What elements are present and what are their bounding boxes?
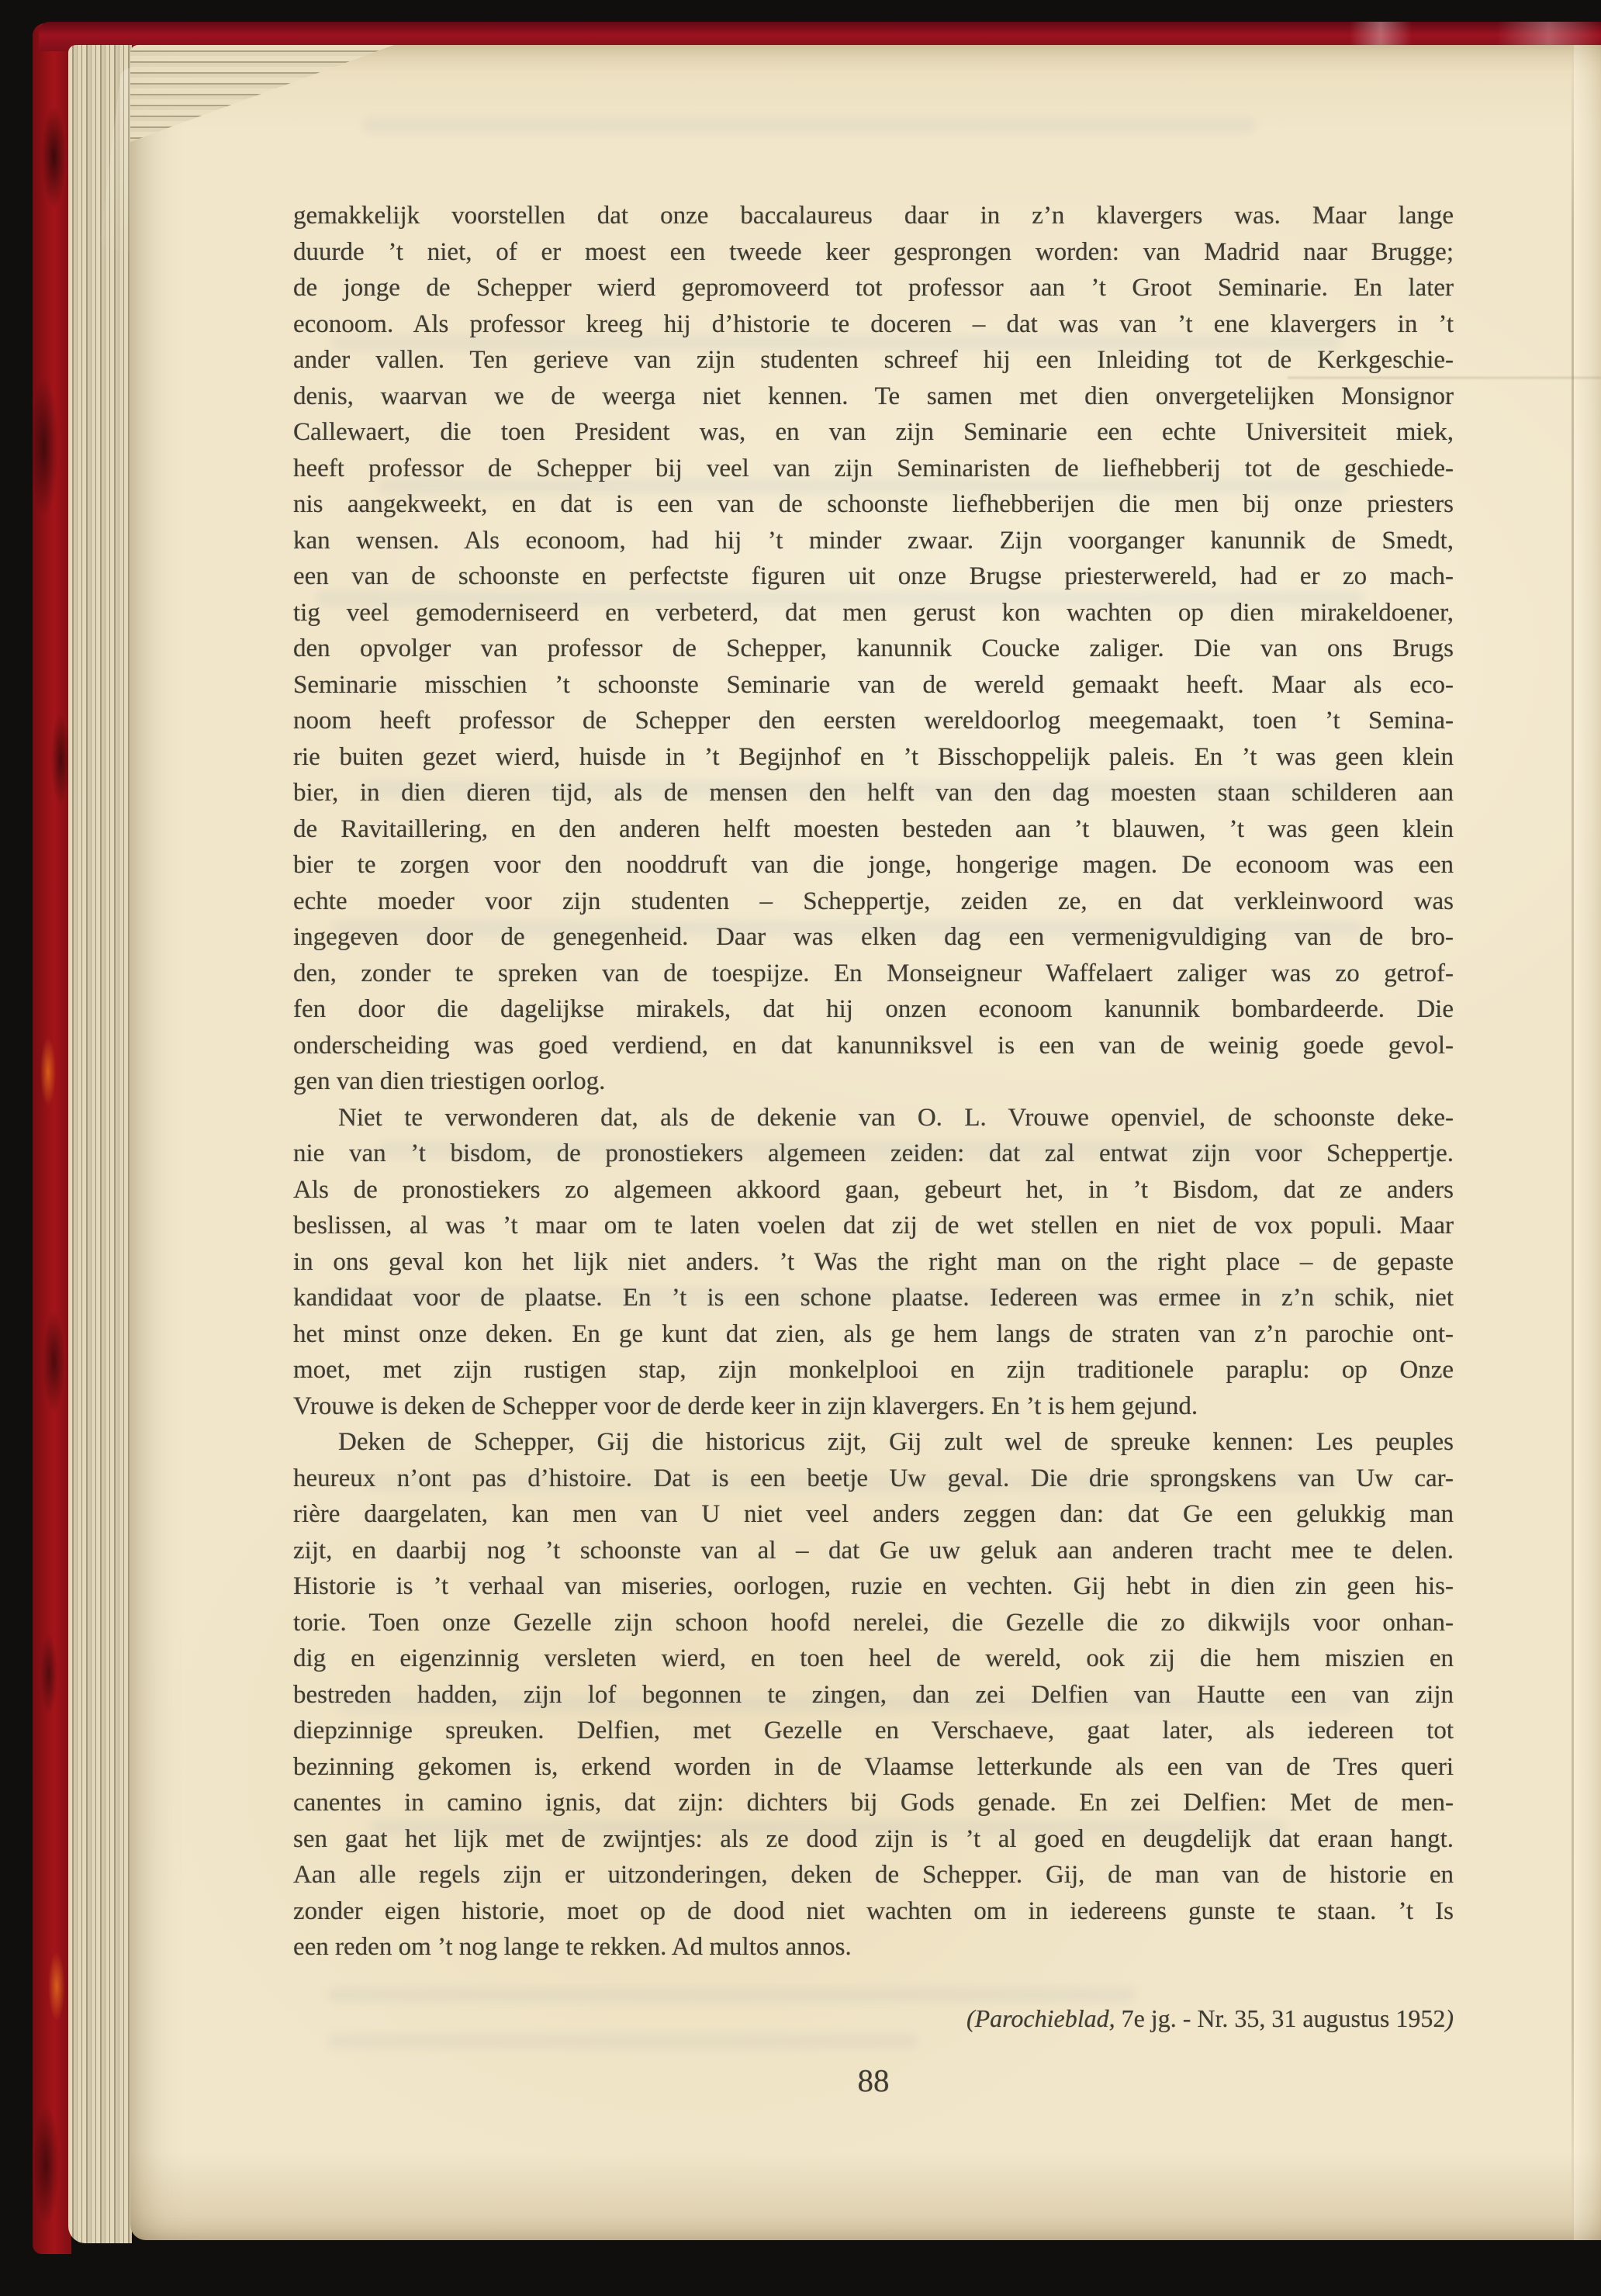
text-line: Callewaert, die toen President was, en van zijn Seminarie een echte Universiteit miek, — [293, 418, 1454, 446]
bleedthrough-mark — [328, 1988, 1135, 2001]
text-line: de jonge de Schepper wierd gepromoveerd tot professor aan ’t Groot Seminarie. En later — [293, 274, 1454, 302]
text-line: bezinning gekomen is, erkend worden in de Vlaamse letterkunde als een van de Tres queri — [293, 1752, 1454, 1781]
text-line: gemakkelijk voorstellen dat onze baccalaureus daar in z’n klavergers was. Maar lange — [293, 202, 1454, 230]
text-line: Als de pronostiekers zo algemeen akkoord gaan, gebeurt het, in ’t Bisdom, dat ze anders — [293, 1175, 1454, 1204]
text-line: canentes in camino ignis, dat zijn: dichters bij Gods genade. En zei Delfien: Met de men- — [293, 1789, 1454, 1817]
text-line: bestreden hadden, zijn lof begonnen te zingen, dan zei Delfien van Hautte een van zijn — [293, 1680, 1454, 1709]
text-line: sen gaat het lijk met de zwijntjes: als ze dood zijn is ’t al goed en deugdelijk dat eraan hangt. — [293, 1824, 1454, 1853]
text-line: Aan alle regels zijn er uitzonderingen, deken de Schepper. Gij, de man van de historie en — [293, 1861, 1454, 1889]
text-line: het minst onze deken. En ge kunt dat zien, als ge hem langs de straten van z’n parochie ont- — [293, 1319, 1454, 1348]
text-line: den, zonder te spreken van de toespijze. En Monseigneur Waffelaert zaliger was zo getrof- — [293, 959, 1454, 987]
text-line: een van de schoonste en perfectste figuren uit onze Brugse priesterwereld, had er zo mach- — [293, 562, 1454, 590]
text-line: heureux n’ont pas d’histoire. Dat is een beetje Uw geval. Die drie sprongskens van Uw car- — [293, 1464, 1454, 1492]
text-line: heeft professor de Schepper bij veel van zijn Seminaristen de liefhebberij tot de geschiede- — [293, 454, 1454, 482]
citation-source: (Parochieblad, — [966, 2004, 1115, 2032]
page-stack-edges — [68, 45, 132, 2243]
text-line: een reden om ’t nog lange te rekken. Ad multos annos. — [293, 1933, 852, 1961]
bleedthrough-mark — [328, 2035, 918, 2048]
text-line: tig veel gemoderniseerd en verbeterd, dat men gerust kon wachten op dien mirakeldoener, — [293, 598, 1454, 627]
text-line: nie van ’t bisdom, de pronostiekers algemeen zeiden: dat zal entwat zijn voor Scheppertje. — [293, 1139, 1454, 1167]
text-line: gen van dien triestigen oorlog. — [293, 1067, 606, 1095]
citation-details: 7e jg. - Nr. 35, 31 augustus 1952 — [1115, 2004, 1446, 2032]
book-cover-left-edge — [33, 23, 71, 2254]
text-line: nis aangekweekt, en dat is een van de schoonste liefhebberijen die men bij onze priesters — [293, 490, 1454, 518]
text-line: beslissen, al was ’t maar om te laten voelen dat zij de wet stellen en niet de vox populi. Maar — [293, 1212, 1454, 1240]
text-line: rie buiten gezet wierd, huisde in ’t Begijnhof en ’t Bisschoppelijk paleis. En ’t was geen klein — [293, 742, 1454, 771]
text-line: Niet te verwonderen dat, als de dekenie van O. L. Vrouwe openviel, de schoonste deke- — [338, 1103, 1454, 1132]
body-text — [293, 198, 1454, 1966]
text-line: denis, waarvan we de weerga niet kennen. Te samen met dien onvergetelijken Monsignor — [293, 382, 1454, 410]
text-line: diepzinnige spreuken. Delfien, met Gezelle en Verschaeve, gaat later, als iedereen tot — [293, 1717, 1454, 1744]
text-line: zonder eigen historie, moet op de dood niet wachten om in iedereens gunste te staan. ’t Is — [293, 1897, 1454, 1925]
text-line: rière daargelaten, kan men van U niet veel anders zeggen dan: dat Ge een gelukkig man — [293, 1500, 1454, 1528]
text-line: econoom. Als professor kreeg hij d’historie te doceren – dat was van ’t ene klavergers in ’t — [293, 309, 1454, 338]
citation-line — [293, 2003, 1454, 2034]
text-line: torie. Toen onze Gezelle zijn schoon hoofd nerelei, die Gezelle die zo dikwijls voor onhan- — [293, 1608, 1454, 1637]
text-line: ander vallen. Ten gerieve van zijn studenten schreef hij een Inleiding tot de Kerkgeschie- — [293, 346, 1454, 374]
text-line: Deken de Schepper, Gij die historicus zijt, Gij zult wel de spreuke kennen: Les peuples — [338, 1428, 1454, 1456]
text-line: dig en eigenzinnig versleten wierd, en toen heel de wereld, ook zij die hem miszien en — [293, 1644, 1454, 1672]
page-number: 88 — [857, 2063, 890, 2098]
text-line: ingegeven door de genegenheid. Daar was elken dag een vermenigvuldiging van de bro- — [293, 923, 1454, 951]
text-line: onderscheiding was goed verdiend, en dat kanunniksvel is een van de weinig goede gevol- — [293, 1031, 1454, 1060]
text-line: fen door die dagelijkse mirakels, dat hij onzen econoom kanunnik bombardeerde. Die — [293, 995, 1454, 1023]
text-line: den opvolger van professor de Schepper, kanunnik Coucke zaliger. Die van ons Brugs — [293, 635, 1454, 662]
text-line: kan wensen. Als econoom, had hij ’t minder zwaar. Zijn voorganger kanunnik de Smedt, — [293, 526, 1454, 555]
text-line: noom heeft professor de Schepper den eersten wereldoorlog meegemaakt, toen ’t Semina- — [293, 707, 1454, 735]
text-line: zijt, en daarbij nog ’t schoonste van al – dat Ge uw geluk aan anderen tracht mee te delen. — [293, 1536, 1454, 1565]
text-line: Historie is ’t verhaal van miseries, oorlogen, ruzie en vechten. Gij hebt in dien zin geen his- — [293, 1572, 1454, 1600]
text-line: Seminarie misschien ’t schoonste Seminarie van de wereld gemaakt heeft. Maar als eco- — [293, 670, 1454, 699]
citation-close: ) — [1445, 2004, 1454, 2032]
text-line: bier, in dien dieren tijd, als de mensen den helft van den dag moesten staan schilderen aan — [293, 779, 1454, 807]
text-line: Vrouwe is deken de Schepper voor de derde keer in zijn klavergers. En ’t is hem gejund. — [293, 1392, 1198, 1420]
text-line: bier te zorgen voor den nooddruft van die jonge, hongerige magen. De econoom was een — [293, 851, 1454, 879]
text-line: de Ravitaillering, en den anderen helft moesten besteden aan ’t blauwen, ’t was geen klein — [293, 814, 1454, 843]
text-line: duurde ’t niet, of er moest een tweede keer gesprongen worden: van Madrid naar Brugge; — [293, 237, 1454, 266]
text-line: moet, met zijn rustigen stap, zijn monkelplooi en zijn traditionele paraplu: op Onze — [293, 1356, 1454, 1384]
text-line: in ons geval kon het lijk niet anders. ’t Was the right man on the right place – de gepaste — [293, 1247, 1454, 1276]
bleedthrough-mark — [363, 119, 1255, 132]
page-edge-curl — [1574, 45, 1601, 2240]
text-line: kandidaat voor de plaatse. En ’t is een schone plaatse. Iedereen was ermee in z’n schik, niet — [293, 1284, 1454, 1312]
text-line: echte moeder voor zijn studenten – Scheppertje, zeiden ze, en dat verkleinwoord was — [293, 887, 1454, 915]
